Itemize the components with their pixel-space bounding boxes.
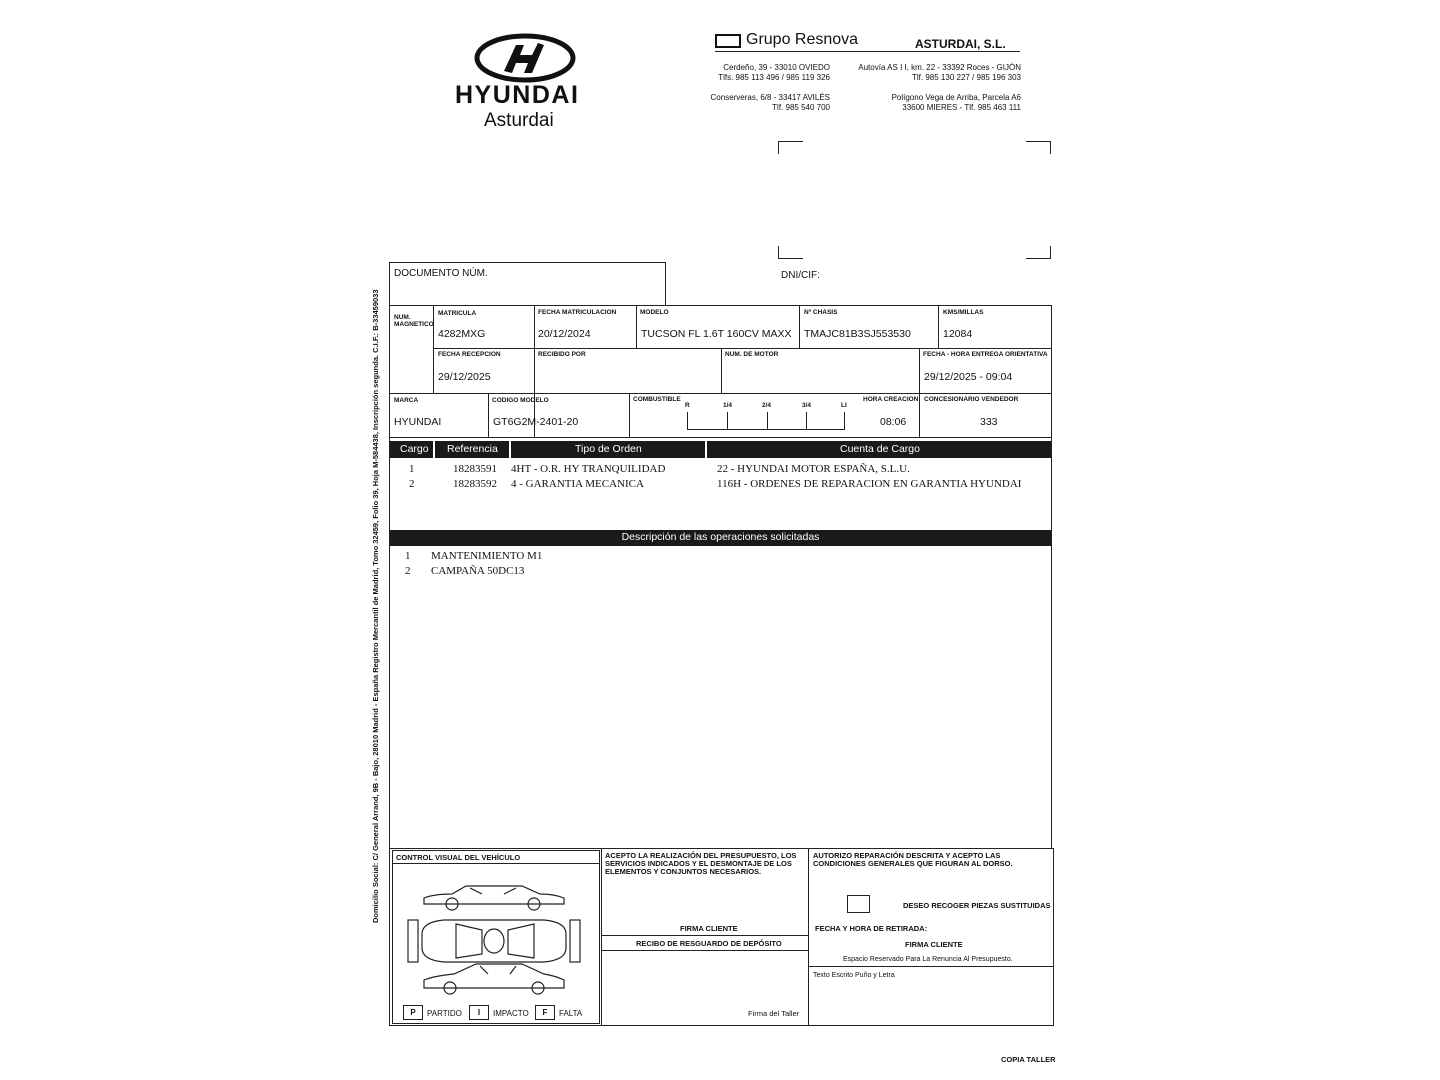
entrega-label: FECHA - HORA ENTREGA ORIENTATIVA — [923, 351, 1048, 358]
header-cargo: Cargo — [400, 443, 429, 455]
grid-line — [938, 305, 939, 348]
num-magnetico-label: NUM. MAGNETICO — [394, 314, 434, 328]
fuel-mark: 2/4 — [762, 402, 772, 409]
window-corner — [1026, 246, 1051, 259]
fuel-tick — [767, 412, 768, 430]
header-cuenta: Cuenta de Cargo — [840, 443, 920, 455]
fuel-mark: R — [685, 402, 690, 409]
legend-box-i[interactable]: I — [469, 1005, 489, 1020]
legend-label-f: FALTA — [559, 1009, 583, 1018]
recibo-rule — [601, 950, 808, 951]
firma-taller: Firma del Taller — [748, 1009, 800, 1018]
grid-line — [433, 305, 434, 393]
grid-line — [799, 305, 800, 348]
firma-cliente-2: FIRMA CLIENTE — [905, 940, 963, 949]
header-referencia: Referencia — [447, 443, 498, 455]
order-cargo: 2 — [409, 478, 415, 490]
address-gijon: Autovía AS I I, km. 22 - 33392 Roces - GIJÓN Tlf. 985 130 227 / 985 196 303 — [858, 63, 1021, 82]
brand-sub: Asturdai — [484, 110, 554, 131]
footer-divider — [601, 848, 602, 1026]
operation-num: 1 — [405, 550, 411, 562]
orders-header — [390, 441, 1051, 458]
order-cargo: 1 — [409, 463, 415, 475]
motor-label: NUM. DE MOTOR — [725, 351, 779, 358]
order-cuenta: 22 - HYUNDAI MOTOR ESPAÑA, S.L.U. — [717, 463, 910, 475]
orders-box — [389, 437, 1052, 849]
order-cuenta: 116H - ORDENES DE REPARACION EN GARANTIA HYUNDAI — [717, 478, 1022, 490]
concesionario-label: CONCESIONARIO VENDEDOR — [924, 396, 1019, 403]
dni-label: DNI/CIF: — [781, 270, 820, 281]
codigo-value: GT6G2M-2401-20 — [493, 416, 579, 428]
address-aviles: Conserveras, 6/8 - 33417 AVILÉS Tlf. 985 540 700 — [710, 93, 830, 112]
documento-label: DOCUMENTO NÚM. — [394, 268, 488, 279]
copia-label: COPIA TALLER — [1001, 1055, 1056, 1064]
window-corner — [778, 246, 803, 259]
order-tipo: 4 - GARANTIA MECANICA — [511, 478, 644, 490]
fuel-mark: LI — [841, 402, 847, 409]
hyundai-logo-icon — [474, 33, 576, 83]
combustible-label: COMBUSTIBLE — [633, 396, 681, 403]
operation-desc: MANTENIMIENTO M1 — [431, 550, 543, 562]
renuncia-rule — [808, 966, 1054, 967]
address-oviedo: Cerdeño, 39 - 33010 OVIEDO Tlfs. 985 113 496 / 985 119 326 — [718, 63, 830, 82]
header-rule — [715, 51, 1020, 52]
operations-header — [390, 530, 1051, 546]
address-mieres: Polígono Vega de Arriba, Parcela A6 33600 MIERES - Tlf. 985 463 111 — [891, 93, 1021, 112]
control-label: CONTROL VISUAL DEL VEHÍCULO — [396, 853, 521, 862]
operation-desc: CAMPAÑA 50DC13 — [431, 565, 525, 577]
operations-title: Descripción de las operaciones solicitadas — [621, 531, 820, 543]
grid-line — [919, 348, 920, 438]
fuel-tick — [727, 412, 728, 430]
marca-label: MARCA — [394, 397, 419, 404]
recibido-label: RECIBIDO POR — [538, 351, 586, 358]
entrega-value: 29/12/2025 - 09:04 — [924, 371, 1013, 383]
header-divider — [509, 441, 511, 458]
order-tipo: 4HT - O.R. HY TRANQUILIDAD — [511, 463, 666, 475]
fuel-mark: 3/4 — [802, 402, 812, 409]
piezas-checkbox[interactable] — [847, 895, 870, 913]
window-corner — [1026, 141, 1051, 154]
fuel-tick — [806, 412, 807, 430]
legend-box-f[interactable]: F — [535, 1005, 555, 1020]
modelo-value: TUCSON FL 1.6T 160CV MAXX — [641, 328, 792, 340]
resnova-mark-icon — [715, 34, 741, 48]
fuel-gauge — [687, 402, 847, 432]
control-rule — [392, 863, 600, 864]
grid-line — [636, 305, 637, 348]
fuel-mark: 1/4 — [723, 402, 733, 409]
fecha-matric-value: 20/12/2024 — [538, 328, 591, 340]
matricula-value: 4282MXG — [438, 328, 486, 340]
deseo-label: DESEO RECOGER PIEZAS SUSTITUIDAS — [903, 901, 1051, 910]
company-name: ASTURDAI, S.L. — [915, 37, 1006, 51]
kms-value: 12084 — [943, 328, 973, 340]
chasis-value: TMAJC81B3SJ553530 — [804, 328, 911, 340]
fecha-recepcion-value: 29/12/2025 — [438, 371, 491, 383]
chasis-label: Nº CHASIS — [804, 309, 838, 316]
legend-label-i: IMPACTO — [493, 1009, 529, 1018]
acepto-text: ACEPTO LA REALIZACIÓN DEL PRESUPUESTO, LOS SERVICIOS INDICADOS Y EL DESMONTAJE DE LOS ELEMENTOS Y CONJUNTOS NECESARIOS. — [605, 851, 797, 876]
header-tipo: Tipo de Orden — [575, 443, 642, 455]
car-diagram-icon — [404, 882, 584, 997]
fecha-matric-label: FECHA MATRICULACION — [538, 309, 617, 316]
hora-label: HORA CREACION — [863, 396, 919, 403]
group-name: Grupo Resnova — [746, 31, 859, 48]
header-divider — [433, 441, 435, 458]
fuel-scale — [687, 412, 845, 430]
fecha-recepcion-label: FECHA RECEPCION — [438, 351, 501, 358]
grid-line — [721, 348, 722, 393]
matricula-label: MATRICULA — [438, 310, 477, 317]
operation-num: 2 — [405, 565, 411, 577]
hora-value: 08:06 — [880, 416, 907, 428]
legal-side-text: Domicilio Social: C/ General Arrand, 9B - Bajo, 28010 Madrid - España Registro Mercantil de Madrid, Tomo 32459, Folio 39, Hoja M-584438, Inscripción segunda. C.I.F.: B-33459033 — [371, 289, 380, 923]
legend-label-p: PARTIDO — [427, 1009, 462, 1018]
header-divider — [705, 441, 707, 458]
fecha-retirada-label: FECHA Y HORA DE RETIRADA: — [815, 924, 928, 933]
codigo-label: CODIGO MODELO — [492, 397, 549, 404]
recibo-label: RECIBO DE RESGUARDO DE DEPÓSITO — [636, 939, 782, 948]
modelo-label: MODELO — [640, 309, 669, 316]
kms-label: KMS/MILLAS — [943, 309, 984, 316]
grid-line — [488, 393, 489, 438]
grid-line — [629, 393, 630, 438]
autorizo-text: AUTORIZO REPARACIÓN DESCRITA Y ACEPTO LAS CONDICIONES GENERALES QUE FIGURAN AL DORSO. — [813, 851, 1013, 868]
window-corner — [778, 141, 803, 154]
footer-divider — [808, 848, 809, 1026]
order-ref: 18283591 — [453, 463, 497, 475]
grid-line — [433, 348, 1052, 349]
firma-cliente-1: FIRMA CLIENTE — [680, 924, 738, 933]
marca-value: HYUNDAI — [394, 416, 442, 428]
concesionario-value: 333 — [980, 416, 998, 428]
legend-box-p[interactable]: P — [403, 1005, 423, 1020]
brand-logo-text: HYUNDAI — [455, 81, 580, 109]
texto-escrito: Texto Escrito Puño y Letra — [813, 972, 895, 979]
order-ref: 18283592 — [453, 478, 497, 490]
espacio-reservado: Espacio Reservado Para La Renuncia Al Presupuesto. — [843, 956, 1013, 963]
recibo-rule — [601, 935, 808, 936]
